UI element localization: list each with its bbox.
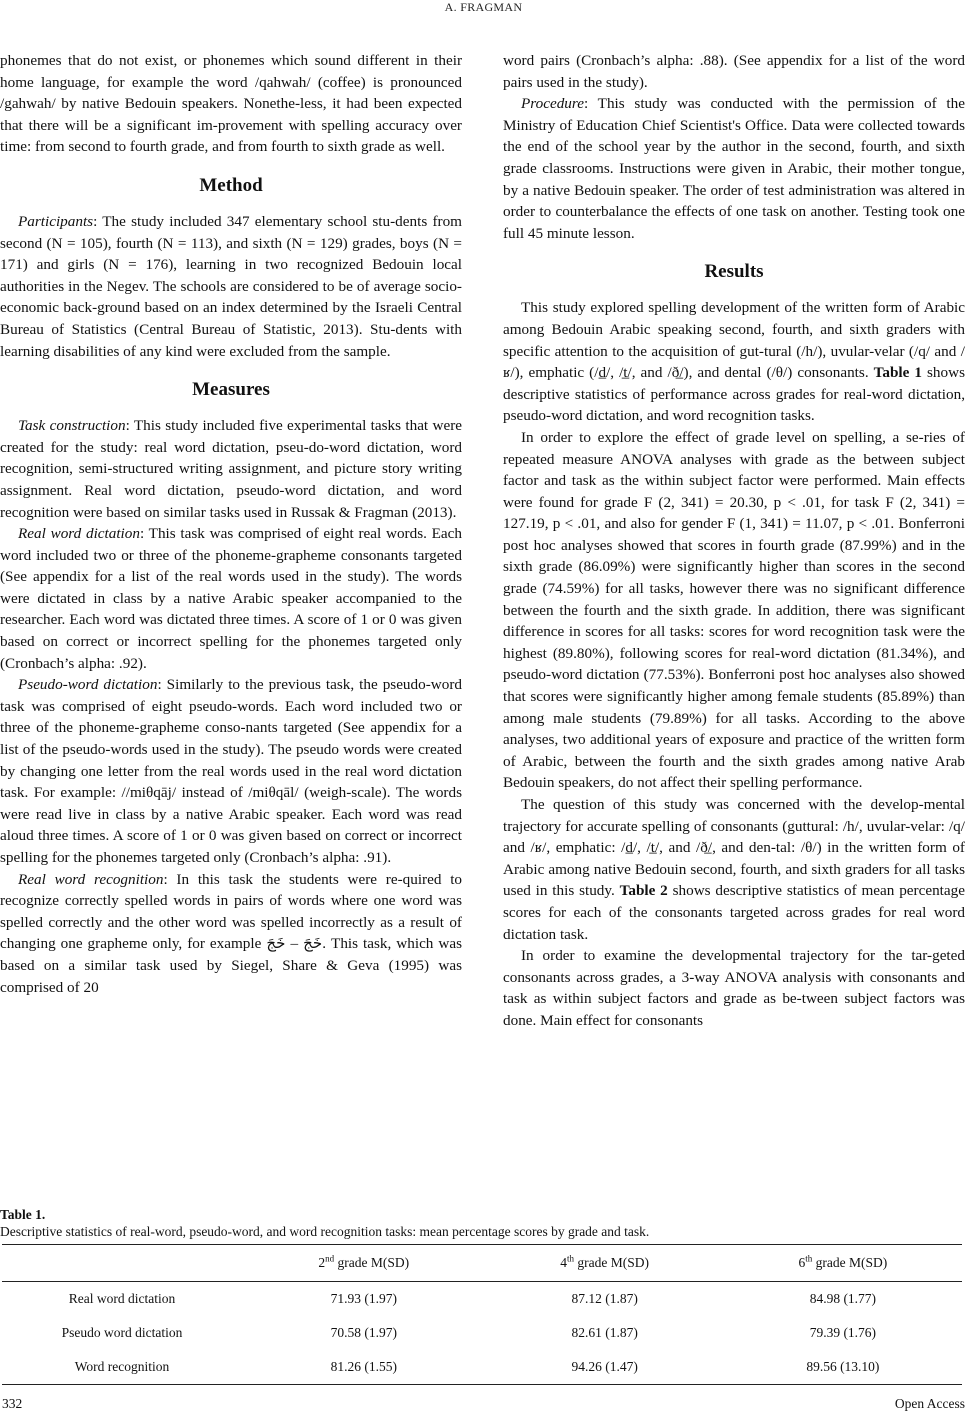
table-cell: 71.93 (1.97) [330, 1291, 397, 1306]
results-p3-text-b: shows descriptive statistics of mean percentage scores for each of the consonants targeted across grades for real word dictation task. [503, 882, 965, 943]
intro-paragraph: phonemes that do not exist, or phonemes which sound different in their home language, for example the word /qahwah/ (coffee) is pronounced /gahwah/ by native Bedouin speakers. Nonethe-less, it had been expected that there will be a significant im-provement with spelling accuracy over time: from second to fourth grade, and from fourth to sixth grade as well. [0, 52, 462, 156]
table-cell: 94.26 (1.47) [486, 1350, 724, 1385]
results-p1-text-a: This study explored spelling development of the written form of Arabic among Bedouin Arabic speaking second, fourth, and sixth graders with specific attention to the acquisition of gut-tural (/h/), uvular-velar (/q/ and /ʁ/), emphatic (/d̲/, /t̲/, and /ð̲/), and dental (/θ/) consonants. [503, 299, 965, 382]
task-construction-text: : This study included five experimental tasks that were created for the study: real word dictation, pseu-do-word dictation, word recognition, semi-structured writing assignment, and picture story writing assignment. Real word dictation, pseudo-word dictation, and word recognition were based on similar tasks used in Russak & Fragman (2013). [0, 417, 462, 521]
row-label: Pseudo word dictation [61, 1325, 183, 1340]
results-p1-text-b: shows descriptive statistics of performance across grades for real-word dictation, pseudo-word dictation, and word recognition tasks. [503, 364, 965, 425]
right-column [503, 50, 965, 1032]
real-word-recognition-label: Real word recognition [18, 870, 164, 888]
task-construction-label: Task construction [18, 417, 126, 435]
page-number: 332 [2, 1396, 23, 1411]
table-cell: 82.61 (1.87) [571, 1325, 638, 1340]
real-word-dictation-paragraph [0, 523, 462, 674]
real-word-recognition-text: : In this task the students were re-quired to recognize correctly spelled words in pairs of words where one word was spelled correctly and the other word was spelled incorrectly as a result of changing one grapheme only, for example خَجَ – خَجَ. This task, which was based on a similar task used by Siegel, Share & Geva (1995) was comprised of 20 [0, 870, 463, 996]
table-header-grade-6: 6th grade M(SD) [724, 1245, 962, 1282]
results-paragraph-1 [503, 297, 965, 427]
table-row [2, 1316, 962, 1350]
row-label: Real word dictation [68, 1291, 176, 1306]
participants-label: Participants [18, 212, 94, 230]
results-paragraph-4: In order to examine the developmental trajectory for the tar-geted consonants across grades, a 3-way ANOVA analysis with consonants and task as within subject factors and grade as be-tween subject factors was done. Main effect for consonants [503, 947, 965, 1029]
procedure-text: : This study was conducted with the permission of the Ministry of Education Chief Scientist's Office. Data were collected towards the end of the school year by the author in the second, fourth, and sixth grade classrooms. Instructions were given in Arabic, their mother tongue, by a native Bedouin speaker. The order of test administration was altered in order to counterbalance the effects of one task on another. Testing took one full 45 minute lesson. [503, 95, 965, 242]
table-header-grade-2: 2nd grade M(SD) [242, 1245, 486, 1282]
results-p3-text-a: The question of this study was concerned with the develop-mental trajectory for accurate spelling of consonants (guttural: /h/, uvular-velar: /q/ and /ʁ/, emphatic: /d̲/, /t̲/, and /ð̲/, and den-tal: /θ/) in the written form of Arabic among native Bedouin second, fourth, and sixth graders for all tasks used in this study. [503, 796, 965, 900]
task-construction-paragraph [0, 415, 462, 523]
table-cell: 84.98 (1.77) [809, 1291, 877, 1306]
real-word-recognition-paragraph [0, 869, 462, 999]
table-cell: 79.39 (1.76) [809, 1325, 877, 1340]
participants-text: : The study included 347 elementary school stu-dents from second (N = 105), fourth (N = 113), and sixth (N = 129) grades, boys (N = 171) and girls (N = 176), learning in two recognized Bedouin local authorities in the Negev. The schools are considered to be of average socio-economic back-ground based on an index determined by the Israeli Central Bureau of Statistics (Central Bureau of Statistic, 2013). Stu-dents with learning disabilities of any kind were excluded from the sample. [0, 212, 462, 360]
table-cell: 81.26 (1.55) [242, 1350, 486, 1385]
table-row [2, 1350, 962, 1385]
participants-paragraph [0, 211, 462, 362]
pseudo-word-dictation-label: Pseudo-word dictation [18, 676, 158, 694]
results-paragraph-2: In order to explore the effect of grade level on spelling, a se-ries of repeated measure ANOVA analyses with grade as the between subject factor and task as the within subject factor were performed. Main effects were found for grade F (2, 341) = 20.30, p < .01, for task F (2, 341) = 127.19, p < .01, and also for gender F (1, 341) = 11.07, p < .01. Bonferroni post hoc analyses showed that scores in fourth grade (87.99%) and in the sixth grade (86.09%) were significantly higher than scores in the second grade (74.59%) for all tasks, however there was no significant difference between the fourth and the sixth grade. In addition, there was significant difference in scores for all tasks: scores for word recognition task were the highest (89.80%), following scores for real-word dictation (81.34%), and pseudo-word dictation (77.53%). Bonferroni post hoc analyses also showed that scores were significantly higher among female students (85.89%) than among male students (79.89%) for all tasks. According to the above analyses, two additional years of exposure and practice of the written form of Arabic, between the fourth and the sixth grades among native Arab Bedouin speakers, do not affect their spelling performance. [503, 428, 965, 792]
table-cell: 87.12 (1.87) [571, 1291, 638, 1306]
heading-results: Results [704, 261, 764, 283]
table-header-empty [2, 1245, 242, 1282]
table-caption [0, 1206, 967, 1240]
real-word-dictation-label: Real word dictation [18, 525, 140, 543]
left-column [0, 50, 462, 998]
procedure-paragraph [503, 93, 965, 244]
publisher-label: Open Access [894, 1396, 965, 1411]
table-header-grade-4: 4th grade M(SD) [486, 1245, 724, 1282]
results-paragraph-3 [503, 794, 965, 945]
table2-reference: Table 2 [619, 882, 668, 900]
real-word-dictation-text: : This task was comprised of eight real words. Each word included two or three of the phoneme-grapheme consonants targeted (See appendix for a list of the real words used in the study). The words were dictated in class by a native Arabic speaker accompanied to the researcher. Each word was dictated three times. A score of 1 or 0 was given based on correct or incorrect spelling for the phonemes targeted only (Cronbach’s alpha: .92). [0, 525, 462, 672]
table-cell: 89.56 (13.10) [724, 1350, 962, 1385]
table1-reference: Table 1 [873, 364, 922, 382]
table-header-row [2, 1245, 962, 1282]
table-label: Table 1. [0, 1207, 46, 1222]
heading-method: Method [199, 174, 263, 196]
heading-measures: Measures [192, 379, 270, 401]
continued-paragraph: word pairs (Cronbach’s alpha: .88). (See appendix for a list of the word pairs used in the study). [503, 52, 965, 91]
table-caption-text: Descriptive statistics of real-word, pseudo-word, and word recognition tasks: mean percentage scores by grade and task. [0, 1224, 650, 1239]
pseudo-word-dictation-paragraph [0, 674, 462, 868]
table-cell: 70.58 (1.97) [330, 1325, 397, 1340]
row-label: Word recognition [2, 1350, 242, 1385]
table-row [2, 1282, 962, 1317]
procedure-label: Procedure [521, 95, 584, 113]
pseudo-word-dictation-text: : Similarly to the previous task, the pseudo-word task was comprised of eight pseudo-words. Each word included two or three of the phoneme-grapheme conso-nants targeted (See appendix for a list of the pseudo-words used in the study). The pseudo words were created by changing one letter from the real words used in the real word dictation task. For example: //miθqāj/ instead of /miθqāl/ (weigh-scale). The words were read live in class by a native Arabic speaker. Each word was read aloud three times. A score of 1 or 0 was given based on correct or incorrect spelling for the phonemes targeted only (Cronbach’s alpha: .91). [0, 676, 462, 866]
running-head: A. FRAGMAN [444, 0, 523, 14]
descriptive-statistics-table [2, 1244, 962, 1385]
